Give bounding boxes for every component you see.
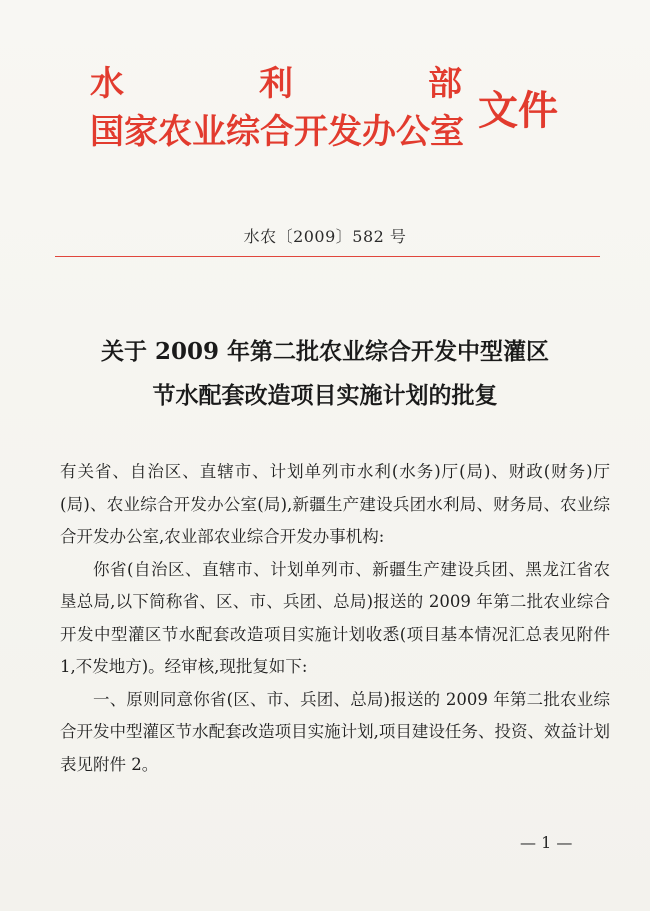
letterhead-char: 部 [428,64,462,104]
red-divider [55,256,600,257]
body-paragraph: 你省(自治区、直辖市、计划单列市、新疆生产建设兵团、黑龙江省农垦总局,以下简称省、区、市、兵团、总局)报送的 2009 年第二批农业综合开发中型灌区节水配套改造项目实施计划收悉(项目基本情况汇总表见附件 1,不发地方)。经审核,现批复如下: [60,559,610,676]
body-paragraph: 一、原则同意你省(区、市、兵团、总局)报送的 2009 年第二批农业综合开发中型灌区节水配套改造项目实施计划,项目建设任务、投资、效益计划表见附件 2。 [60,689,610,774]
letterhead-doc-type: 文件 [478,88,558,134]
document-body [60,456,610,781]
letterhead-agency-ministry [90,64,462,104]
letterhead-char: 利 [259,64,293,104]
page-number: — 1 — [520,833,573,852]
addressee: 有关省、自治区、直辖市、计划单列市水利(水务)厅(局)、财政(财务)厅(局)、农业综合开发办公室(局),新疆生产建设兵团水利局、财务局、农业综合开发办公室,农业部农业综合开发办事机构: [60,462,610,546]
letterhead-agency-office: 国家农业综合开发办公室 [90,112,464,152]
document-title-line-1: 关于 2009 年第二批农业综合开发中型灌区 [100,338,550,365]
letterhead [90,64,590,174]
letterhead-char: 水 [90,64,124,104]
document-number: 水农〔2009〕582 号 [243,227,407,246]
document-title-line-2: 节水配套改造项目实施计划的批复 [152,382,498,409]
